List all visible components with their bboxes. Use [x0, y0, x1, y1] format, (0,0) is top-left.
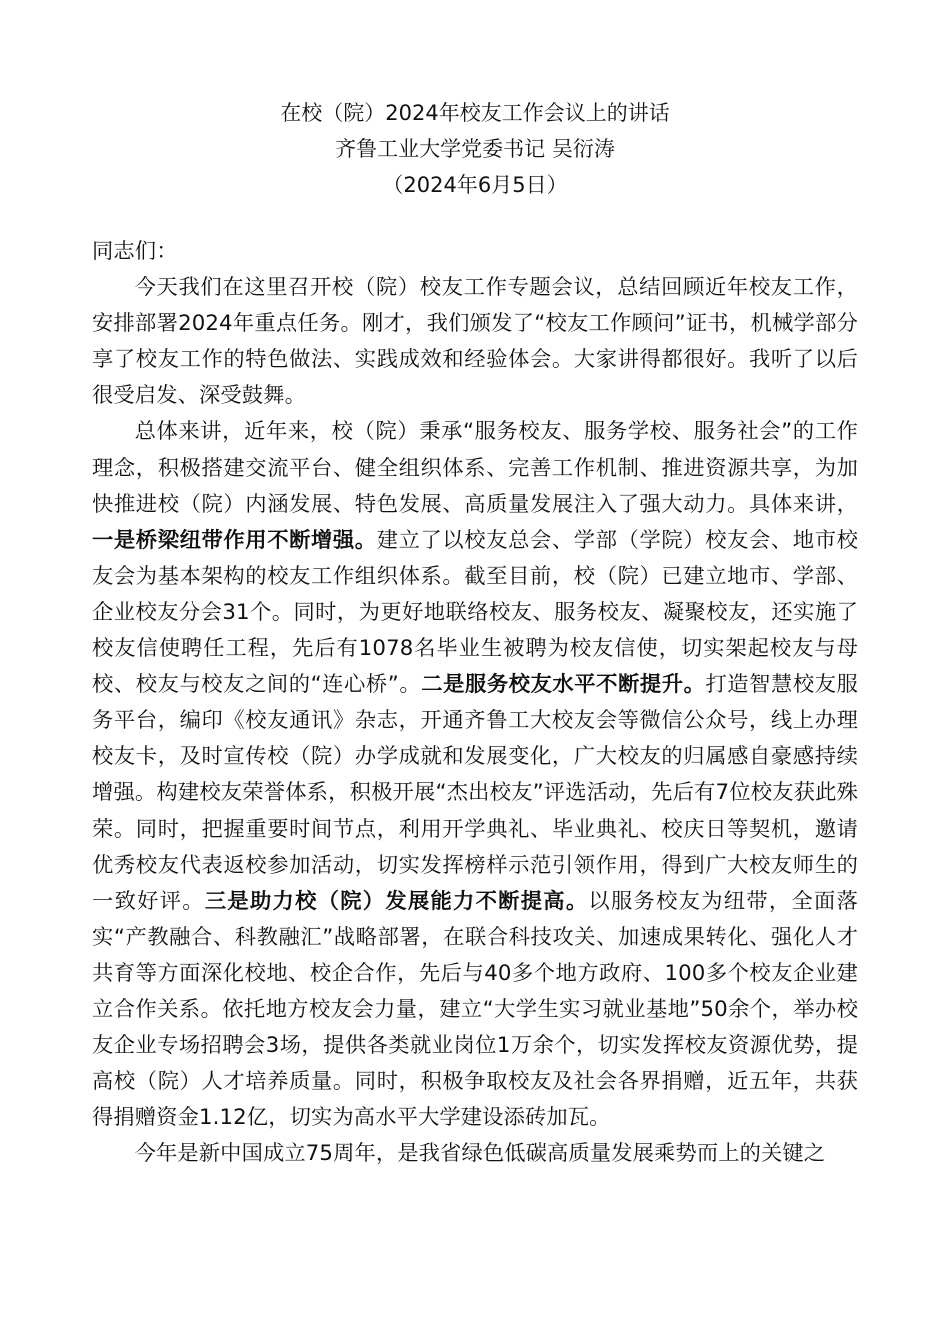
- salutation: 同志们：: [92, 239, 178, 264]
- document-title: 在校（院）2024年校友工作会议上的讲话: [280, 101, 670, 125]
- point-one-text: 建立了以校友总会、学部（学院）校友会、地市校友会为基本架构的校友工作组织体系。截至目前，校（院）已建立地市、学部、企业校友分会31个。同时，为更好地联络校友、服务校友、凝聚校友，还实施了校友信使聘任工程，先后有1078名毕业生被聘为校友信使，切实架起校友与母校、校友与校友之间的“连心桥”。: [92, 527, 858, 698]
- document-body: [92, 234, 858, 1172]
- paragraph-opening: 今天我们在这里召开校（院）校友工作专题会议，总结回顾近年校友工作，安排部署2024年重点任务。刚才，我们颁发了“校友工作顾问”证书，机械学部分享了校友工作的特色做法、实践成效和经验体会。大家讲得都很好。我听了以后很受启发、深受鼓舞。: [92, 275, 858, 409]
- point-three-heading: 三是助力校（院）发展能力不断提高。: [204, 888, 589, 914]
- document-header: [92, 95, 858, 203]
- paragraph-this-year: 今年是新中国成立75周年，是我省绿色低碳高质量发展乘势而上的关键之: [134, 1141, 826, 1167]
- point-two-text: 打造智慧校友服务平台，编印《校友通讯》杂志，开通齐鲁工大校友会等微信公众号，线上办理校友卡，及时宣传校（院）办学成就和发展变化，广大校友的归属感自豪感持续增强。构建校友荣誉体系，积极开展“杰出校友”评选活动，先后有7位校友获此殊荣。同时，把握重要时间节点，利用开学典礼、毕业典礼、校庆日等契机，邀请优秀校友代表返校参加活动，切实发挥榜样示范引领作用，得到广大校友师生的一致好评。: [92, 672, 858, 914]
- speech-date: （2024年6月5日）: [382, 173, 568, 197]
- point-two-heading: 二是服务校友水平不断提升。: [421, 672, 706, 698]
- point-one-heading: 一是桥梁纽带作用不断增强。: [92, 527, 377, 553]
- point-three-text: 以服务校友为纽带，全面落实“产教融合、科教融汇”战略部署，在联合科技攻关、加速成果转化、强化人才共育等方面深化校地、校企合作，先后与40多个地方政府、100多个校友企业建立合作关系。依托地方校友会力量，建立“大学生实习就业基地”50余个，举办校友企业专场招聘会3场，提供各类就业岗位1万余个，切实发挥校友资源优势，提高校（院）人才培养质量。同时，积极争取校友及社会各界捐赠，近五年，共获得捐赠资金1.12亿，切实为高水平大学建设添砖加瓦。: [92, 888, 858, 1131]
- summary-intro-text: 总体来讲，近年来，校（院）秉承“服务校友、服务学校、服务社会”的工作理念，积极搭建交流平台、健全组织体系、完善工作机制、推进资源共享，为加快推进校（院）内涵发展、特色发展、高质量发展注入了强大动力。具体来讲，: [92, 419, 858, 517]
- speaker-line: 齐鲁工业大学党委书记 吴衍涛: [335, 137, 615, 161]
- paragraph-summary: [92, 414, 858, 1136]
- document-page: [92, 95, 858, 1172]
